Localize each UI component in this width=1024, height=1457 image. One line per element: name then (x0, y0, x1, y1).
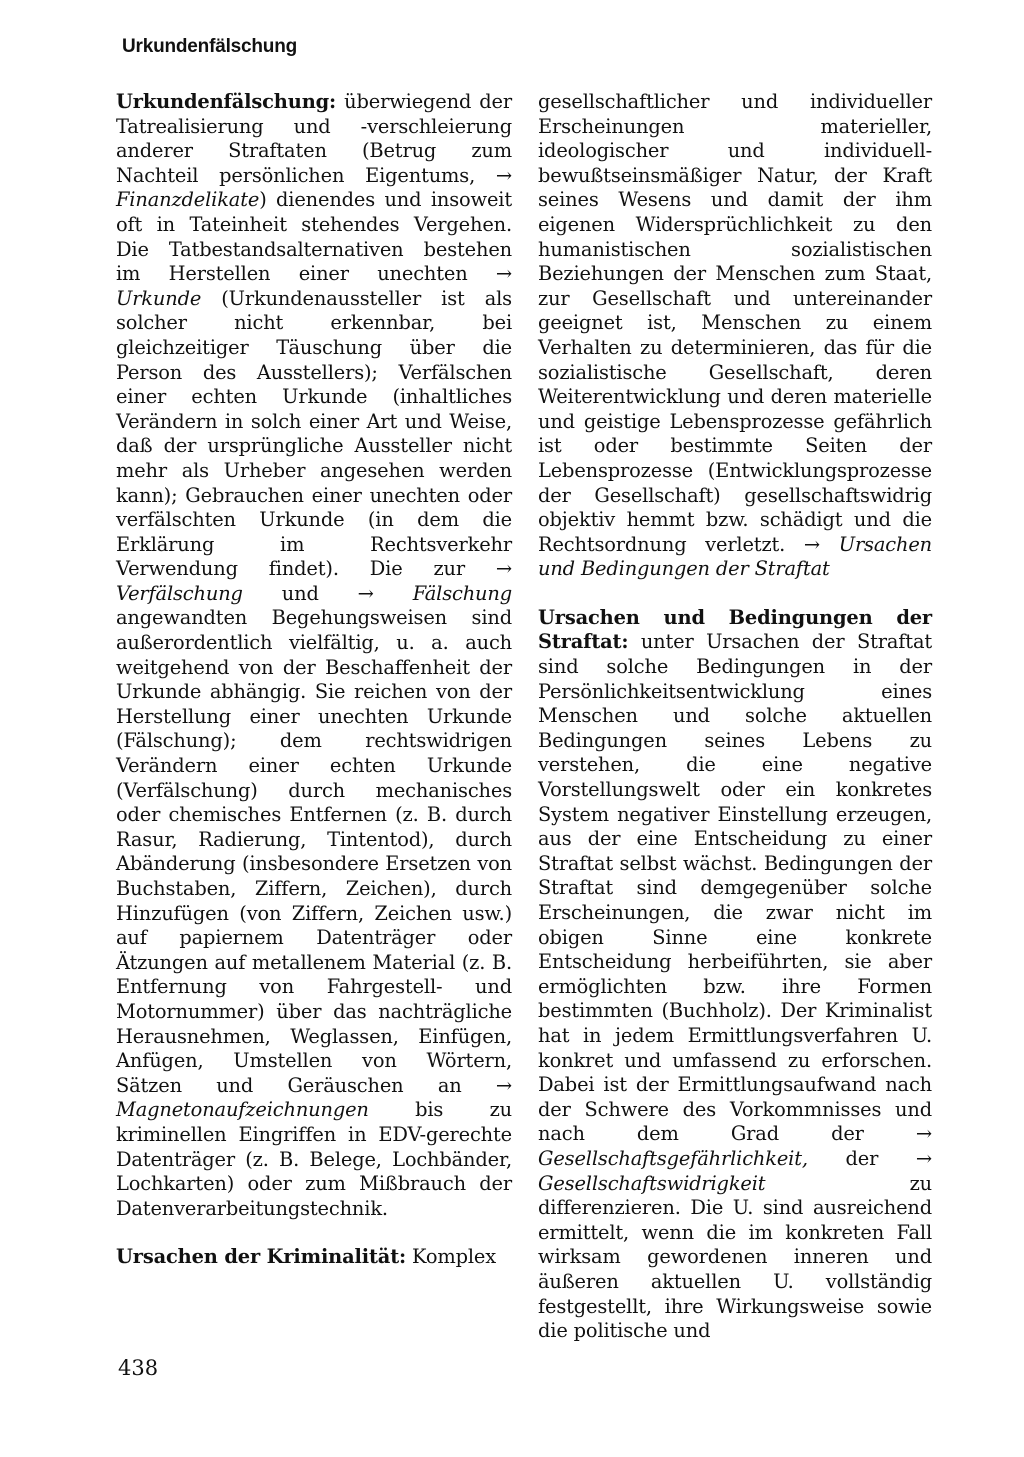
arrow-icon: → (803, 532, 821, 556)
cross-reference[interactable]: Gesellschaftsgefährlichkeit, (538, 1146, 808, 1170)
arrow-icon: → (495, 1073, 512, 1097)
page-number: 438 (118, 1356, 159, 1380)
left-column (116, 90, 512, 1270)
arrow-icon: → (495, 163, 512, 187)
entry-urkundenfaelschung: Urkundenfälschung: überwiegend der Tatrealisierung und -verschleierung anderer Straftaten (Betrug zum Nachteil persönlichen Eigentums, → Finanzdelikate) dienendes und insoweit oft in Tateinheit stehendes Vergehen. Die Tatbestandsalternativen bestehen im Herstellen einer unechten → Urkunde (Urkundenaussteller ist als solcher nicht erkennbar, bei gleichzeitiger Täuschung über die Person des Ausstellers); Verfälschen einer echten Urkunde (inhaltliches Verändern in solch einer Art und Weise, daß der ursprüngliche Aussteller nicht mehr als Urheber angesehen werden kann); Gebrauchen einer unechten oder verfälschten Urkunde (in dem die Erklärung im Rechtsverkehr Verwendung findet). Die zur → Verfälschung und → Fälschung angewandten Begehungsweisen sind außerordentlich vielfältig, u. a. auch weitgehend von der Beschaffenheit der Urkunde abhängig. Sie reichen von der Herstellung einer unechten Urkunde (Fälschung); dem rechtswidrigen Verändern einer echten Urkunde (Verfälschung) durch mechanisches oder chemisches Entfernen (z. B. durch Rasur, Radierung, Tintentod), durch Abänderung (insbesondere Ersetzen von Buchstaben, Ziffern, Zeichen), durch Hinzufügen (von Ziffern, Zeichen usw.) auf papiernem Datenträger oder Ätzungen auf metallenem Material (z. B. Entfernung von Fahrgestell- und Motornummer) über das nachträgliche Herausnehmen, Weglassen, Einfügen, Anfügen, Umstellen von Wörtern, Sätzen und Geräuschen an → Magnetonaufzeichnungen bis zu kriminellen Eingriffen in EDV-gerechte Datenträger (z. B. Belege, Lochbänder, Lochkarten) oder zum Mißbrauch der Datenverarbeitungstechnik. (116, 90, 512, 1220)
arrow-icon: → (495, 262, 512, 286)
running-head: Urkundenfälschung (122, 36, 298, 57)
cross-reference[interactable]: Gesellschaftswidrigkeit (538, 1171, 766, 1195)
cross-reference[interactable]: Ursachen und Bedingungen der Straftat (538, 532, 932, 581)
right-column (538, 90, 932, 1344)
arrow-icon: → (915, 1146, 932, 1170)
cross-reference[interactable]: Verfälschung (116, 581, 243, 605)
entry-term: Urkundenfälschung: (116, 90, 337, 113)
cross-reference[interactable]: Magnetonaufzeichnungen (116, 1098, 369, 1122)
entry-term: Ursachen und Bedingungen der Straftat: (538, 605, 932, 654)
arrow-icon: → (357, 581, 374, 605)
entry-ursachen-der-kriminalitaet-continued: gesellschaftlicher und individueller Erscheinungen materieller, ideologischer und individuell-bewußtseinsmäßiger Natur, der Kraft seines Wesens und damit der ihm eigenen Widersprüchlichkeit zu den humanistischen sozialistischen Beziehungen der Menschen zum Staat, zur Gesellschaft und untereinander geeignet ist, Menschen zu einem Verhalten zu determinieren, das für die sozialistische Gesellschaft, deren Weiterentwicklung und deren materielle und geistige Lebensprozesse gefährlich ist oder bestimmte Seiten der Lebensprozesse (Entwicklungsprozesse der Gesellschaft) gesellschaftswidrig objektiv hemmt bzw. schädigt und die Rechtsordnung verletzt. → Ursachen und Bedingungen der Straftat (538, 90, 932, 581)
entry-ursachen-und-bedingungen: Ursachen und Bedingungen der Straftat: unter Ursachen der Straftat sind solche Bedingungen in der Persönlichkeitsentwicklung eines Menschen und solche aktuellen Bedingungen seines Lebens zu verstehen, die eine negative Vorstellungswelt oder ein konkretes System negativer Einstellung erzeugen, aus der eine Entscheidung zu einer Straftat selbst wächst. Bedingungen der Straftat sind demgegenüber solche Erscheinungen, die zwar nicht im obigen Sinne eine konkrete Entscheidung herbeiführten, sie aber ermöglichten bzw. ihre Formen bestimmten (Buchholz). Der Kriminalist hat in jedem Ermittlungsverfahren U. konkret und umfassend zu erforschen. Dabei ist der Ermittlungsaufwand nach der Schwere des Vorkommnisses und nach dem Grad der → Gesellschaftsgefährlichkeit, der → Gesellschaftswidrigkeit zu differenzieren. Die U. sind ausreichend ermittelt, wenn die im konkreten Fall wirksam gewordenen inneren und äußeren aktuellen U. vollständig festgestellt, ihre Wirkungsweise sowie die politische und (538, 605, 932, 1343)
entry-ursachen-der-kriminalitaet: Ursachen der Kriminalität: Komplex (116, 1245, 497, 1269)
cross-reference[interactable]: Fälschung (412, 581, 512, 605)
arrow-icon: → (495, 557, 512, 581)
arrow-icon: → (915, 1122, 932, 1146)
cross-reference[interactable]: Finanzdelikate (116, 188, 260, 212)
cross-reference[interactable]: Urkunde (116, 286, 202, 310)
entry-term: Ursachen der Kriminalität: (116, 1245, 407, 1269)
